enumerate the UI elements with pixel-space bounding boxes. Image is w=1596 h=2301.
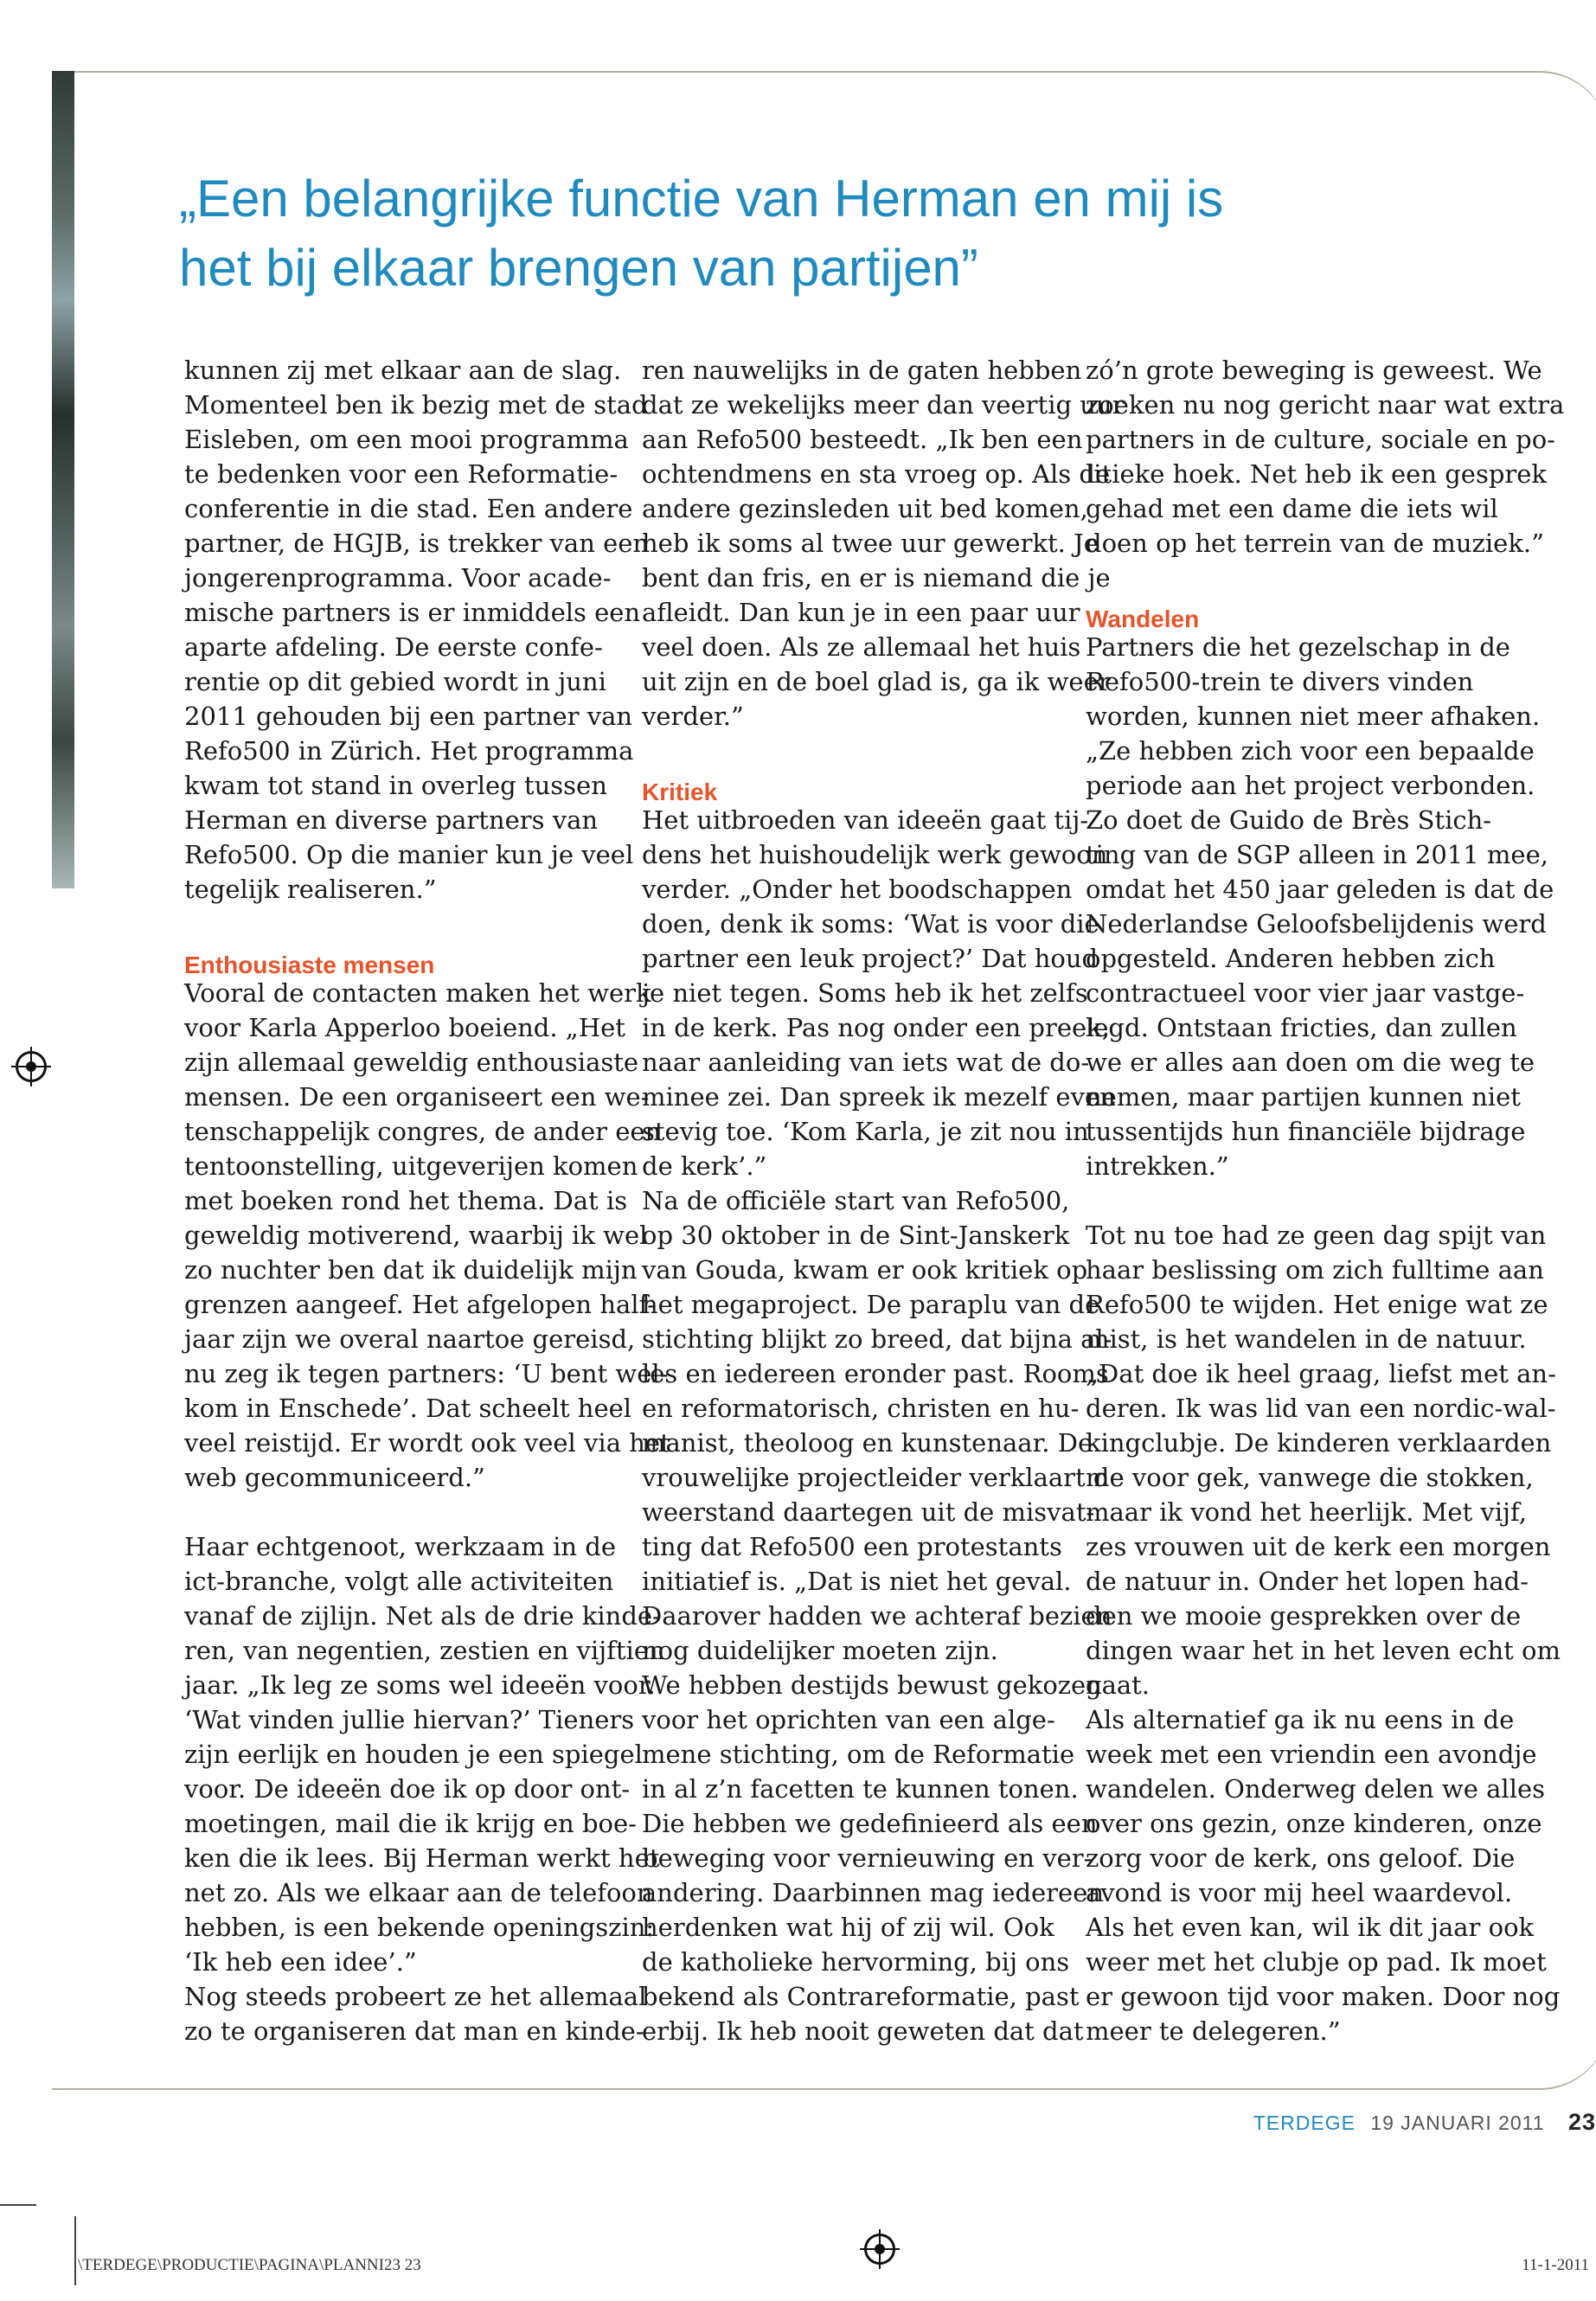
body-text-line: Refo500 te wijden. Het enige wat ze <box>1086 1290 1548 1319</box>
body-text-line: te bedenken voor een Reformatie- <box>184 459 619 489</box>
body-text-line: Als het even kan, wil ik dit jaar ook <box>1086 1913 1535 1942</box>
body-text-line: jongerenprogramma. Voor acade- <box>184 563 612 593</box>
body-text-line: veel doen. Als ze allemaal het huis <box>642 632 1081 662</box>
body-text-line: jaar. „Ik leg ze soms wel ideeën voor. <box>184 1670 656 1700</box>
magazine-name: TERDEGE <box>1253 2112 1356 2134</box>
body-text-line: het megaproject. De paraplu van de <box>642 1290 1100 1319</box>
subheading: Wandelen <box>1086 606 1200 632</box>
paragraph-gap <box>642 734 1125 768</box>
body-text-line: Haar echtgenoot, werkzaam in de <box>184 1532 616 1561</box>
registration-mark-icon <box>864 2234 895 2265</box>
subheading: Kritiek <box>642 779 718 805</box>
body-text-line: stevig toe. ‘Kom Karla, je zit nou in <box>642 1117 1089 1146</box>
body-text-line: Daarover hadden we achteraf bezien <box>642 1601 1112 1631</box>
body-text-line: ting van de SGP alleen in 2011 mee, <box>1086 840 1548 869</box>
text-column-3 <box>1086 353 1564 2048</box>
body-text-line: week met een vriendin een avondje <box>1086 1740 1537 1769</box>
body-text-line: avond is voor mij heel waardevol. <box>1086 1878 1513 1907</box>
body-text-line: nog duidelijker moeten zijn. <box>642 1636 998 1665</box>
body-text-line: conferentie in die stad. Een andere <box>184 494 633 523</box>
body-text-line: mische partners is er inmiddels een <box>184 598 641 627</box>
body-text-line: ‘Ik heb een idee’.” <box>184 1947 417 1977</box>
body-text-line: bent dan fris, en er is niemand die je <box>642 563 1111 593</box>
body-text-line: geweldig motiverend, waarbij ik wel <box>184 1221 648 1250</box>
body-text-line: hebben, is een bekende openingszin: <box>184 1913 655 1942</box>
body-text-line: mist, is het wandelen in de natuur. <box>1086 1324 1527 1354</box>
body-text-line: afleidt. Dan kun je in een paar uur <box>642 598 1080 627</box>
paragraph-gap <box>1086 1183 1564 1218</box>
body-text-line: in al z’n facetten te kunnen tonen. <box>642 1774 1079 1804</box>
body-text-line: Momenteel ben ik bezig met de stad <box>184 390 648 420</box>
body-text-line: partners in de culture, sociale en po- <box>1086 425 1555 454</box>
body-text-line: Vooral de contacten maken het werk <box>184 978 651 1008</box>
body-text-line: les en iedereen eronder past. Rooms <box>642 1359 1109 1388</box>
body-text-line: moetingen, mail die ik krijg en boe- <box>184 1809 637 1838</box>
body-text-line: gehad met een dame die iets wil <box>1086 494 1498 523</box>
body-text-line: ict-branche, volgt alle activiteiten <box>184 1567 614 1596</box>
body-text-line: contractueel voor vier jaar vastge- <box>1086 978 1525 1008</box>
body-text-line: minee zei. Dan spreek ik mezelf even <box>642 1082 1116 1112</box>
body-text-line: zijn eerlijk en houden je een spiegel <box>184 1740 643 1769</box>
body-text-line: nu zeg ik tegen partners: ‘U bent wel- <box>184 1359 669 1388</box>
body-text-line: ‘Wat vinden jullie hiervan?’ Tieners <box>184 1705 635 1734</box>
body-text-line: ochtendmens en sta vroeg op. Als de <box>642 459 1111 489</box>
body-text-line: Nog steeds probeert ze het allemaal <box>184 1982 647 2011</box>
registration-mark-icon <box>16 1051 47 1082</box>
body-text-line: van Gouda, kwam er ook kritiek op <box>642 1255 1088 1285</box>
body-text-line: tegelijk realiseren.” <box>184 875 437 904</box>
body-text-line: uit zijn en de boel glad is, ga ik weer <box>642 667 1111 696</box>
body-text-line: stichting blijkt zo breed, dat bijna al- <box>642 1324 1112 1354</box>
body-text-line: „Ze hebben zich voor een bepaalde <box>1086 736 1535 766</box>
body-text-line: ren, van negentien, zestien en vijftien <box>184 1636 665 1665</box>
body-text-line: voor het oprichten van een alge- <box>642 1705 1055 1734</box>
body-text-line: voor. De ideeën doe ik op door ont- <box>184 1774 631 1804</box>
body-text-line: gaat. <box>1086 1670 1151 1700</box>
body-text-line: weerstand daartegen uit de misvat- <box>642 1497 1095 1527</box>
paragraph-gap <box>184 907 670 941</box>
body-text-line: me voor gek, vanwege die stokken, <box>1086 1463 1534 1492</box>
body-text-line: mene stichting, om de Reformatie <box>642 1740 1075 1769</box>
body-text-line: Refo500. Op die manier kun je veel <box>184 840 634 869</box>
body-text-line: vrouwelijke projectleider verklaart de <box>642 1463 1125 1492</box>
body-text-line: we er alles aan doen om die weg te <box>1086 1048 1535 1077</box>
body-text-line: Na de officiële start van Refo500, <box>642 1186 1070 1215</box>
pull-quote-line: het bij elkaar brengen van partijen” <box>179 239 978 297</box>
body-text-line: dingen waar het in het leven echt om <box>1086 1636 1561 1665</box>
paragraph-gap <box>1086 561 1564 595</box>
body-text-line: maar ik vond het heerlijk. Met vijf, <box>1086 1497 1527 1527</box>
body-text-line: rentie op dit gebied wordt in juni <box>184 667 606 696</box>
body-text-line: ren nauwelijks in de gaten hebben <box>642 356 1082 385</box>
body-text-line: erbij. Ik heb nooit geweten dat dat <box>642 2016 1084 2046</box>
body-text-line: den we mooie gesprekken over de <box>1086 1601 1522 1631</box>
body-text-line: deren. Ik was lid van een nordic-wal- <box>1086 1394 1556 1423</box>
print-slug-path: \TERDEGE\PRODUCTIE\PAGINA\PLANNI23 23 <box>78 2256 421 2274</box>
body-text-line: in de kerk. Pas nog onder een preek, <box>642 1013 1110 1042</box>
page-number: 23 <box>1567 2109 1596 2135</box>
body-text-line: litieke hoek. Net heb ik een gesprek <box>1086 459 1547 489</box>
body-text-line: en reformatorisch, christen en hu- <box>642 1394 1080 1423</box>
body-text-line: herdenken wat hij of zij wil. Ook <box>642 1913 1054 1942</box>
body-text-line: worden, kunnen niet meer afhaken. <box>1086 702 1541 731</box>
body-text-line: partner, de HGJB, is trekker van een <box>184 529 650 558</box>
body-text-line: voor Karla Apperloo boeiend. „Het <box>184 1013 625 1042</box>
body-text-line: intrekken.” <box>1086 1151 1229 1181</box>
body-text-line: weer met het clubje op pad. Ik moet <box>1086 1947 1547 1977</box>
body-text-line: initiatief is. „Dat is niet het geval. <box>642 1567 1072 1596</box>
body-text-line: de natuur in. Onder het lopen had- <box>1086 1567 1529 1596</box>
body-text-line: kom in Enschede’. Dat scheelt heel <box>184 1394 632 1423</box>
body-text-line: tentoonstelling, uitgeverijen komen <box>184 1151 638 1181</box>
print-slug-date: 11-1-2011 <box>1522 2256 1589 2274</box>
body-text-line: nemen, maar partijen kunnen niet <box>1086 1082 1521 1112</box>
body-text-line: web gecommuniceerd.” <box>184 1463 485 1492</box>
body-text-line: Die hebben we gedefinieerd als een <box>642 1809 1098 1838</box>
body-text-line: doen, denk ik soms: ‘Wat is voor die <box>642 909 1099 939</box>
body-text-line: op 30 oktober in de Sint-Janskerk <box>642 1221 1070 1250</box>
body-text-line: dat ze wekelijks meer dan veertig uur <box>642 390 1125 420</box>
body-text-line: over ons gezin, onze kinderen, onze <box>1086 1809 1542 1838</box>
body-text-line: ting dat Refo500 een protestants <box>642 1532 1062 1561</box>
body-text-line: kunnen zij met elkaar aan de slag. <box>184 356 622 385</box>
subheading: Enthousiaste mensen <box>184 952 435 978</box>
body-text-line: kingclubje. De kinderen verklaarden <box>1086 1428 1552 1458</box>
body-text-line: aan Refo500 besteedt. „Ik ben een <box>642 425 1083 454</box>
body-text-line: heb ik soms al twee uur gewerkt. Je <box>642 529 1099 558</box>
body-text-line: naar aanleiding van iets wat de do- <box>642 1048 1090 1077</box>
body-text-line: zoeken nu nog gericht naar wat extra <box>1086 390 1565 420</box>
crop-mark <box>74 2216 76 2285</box>
crop-mark <box>0 2204 36 2206</box>
body-text-line: bekend als Contrareformatie, past <box>642 1982 1080 2011</box>
body-text-line: Refo500-trein te divers vinden <box>1086 667 1474 696</box>
body-text-line: manist, theoloog en kunstenaar. De <box>642 1428 1093 1458</box>
body-text-line: de katholieke hervorming, bij ons <box>642 1947 1070 1977</box>
issue-date: 19 JANUARI 2011 <box>1370 2112 1545 2134</box>
body-text-line: aparte afdeling. De eerste confe- <box>184 632 603 662</box>
body-text-line: zijn allemaal geweldig enthousiaste <box>184 1048 639 1077</box>
pull-quote-line: „Een belangrijke functie van Herman en mij is <box>179 170 1224 228</box>
body-text-line: zó’n grote beweging is geweest. We <box>1086 356 1542 385</box>
body-text-line: Tot nu toe had ze geen dag spijt van <box>1086 1221 1547 1250</box>
body-text-line: andere gezinsleden uit bed komen, <box>642 494 1088 523</box>
body-text-line: tussentijds hun financiële bijdrage <box>1086 1117 1526 1146</box>
body-text-line: dens het huishoudelijk werk gewoon <box>642 840 1108 869</box>
body-text-line: zo nuchter ben dat ik duidelijk mijn <box>184 1255 638 1285</box>
body-text-line: Refo500 in Zürich. Het programma <box>184 736 634 766</box>
body-text-line: Eisleben, om een mooi programma <box>184 425 629 454</box>
body-text-line: wandelen. Onderweg delen we alles <box>1086 1774 1546 1804</box>
body-text-line: periode aan het project verbonden. <box>1086 771 1535 800</box>
body-text-line: andering. Daarbinnen mag iedereen <box>642 1878 1105 1907</box>
body-text-line: zorg voor de kerk, ons geloof. Die <box>1086 1843 1516 1873</box>
page-footer <box>1253 2109 1596 2136</box>
body-text-line: Partners die het gezelschap in de <box>1086 632 1510 662</box>
text-column-2 <box>642 353 1125 2048</box>
body-text-line: net zo. Als we elkaar aan de telefoon <box>184 1878 653 1907</box>
body-text-line: „Dat doe ik heel graag, liefst met an- <box>1086 1359 1556 1388</box>
body-text-line: met boeken rond het thema. Dat is <box>184 1186 628 1215</box>
body-text-line: zes vrouwen uit de kerk een morgen <box>1086 1532 1551 1561</box>
body-text-line: ken die ik lees. Bij Herman werkt het <box>184 1843 660 1873</box>
body-text-line: partner een leuk project?’ Dat houd <box>642 944 1099 973</box>
photo-edge-strip <box>52 71 74 888</box>
body-text-line: doen op het terrein van de muziek.” <box>1086 529 1544 558</box>
body-text-line: opgesteld. Anderen hebben zich <box>1086 944 1496 973</box>
body-text-line: meer te delegeren.” <box>1086 2016 1341 2046</box>
body-text-line: verder.” <box>642 702 744 731</box>
body-text-line: mensen. De een organiseert een we- <box>184 1082 650 1112</box>
body-text-line: legd. Ontstaan fricties, dan zullen <box>1086 1013 1517 1042</box>
body-text-line: Als alternatief ga ik nu eens in de <box>1086 1705 1515 1734</box>
pull-quote <box>179 164 1477 303</box>
body-text-line: 2011 gehouden bij een partner van <box>184 702 633 731</box>
body-text-line: Herman en diverse partners van <box>184 805 599 835</box>
body-text-line: vanaf de zijlijn. Net als de drie kinde- <box>184 1601 661 1631</box>
body-text-line: verder. „Onder het boodschappen <box>642 875 1073 904</box>
paragraph-gap <box>184 1495 670 1529</box>
body-text-line: grenzen aangeef. Het afgelopen half- <box>184 1290 657 1319</box>
body-text-line: Zo doet de Guido de Brès Stich- <box>1086 805 1492 835</box>
body-text-line: We hebben destijds bewust gekozen <box>642 1670 1102 1700</box>
body-text-line: jaar zijn we overal naartoe gereisd, <box>184 1324 636 1354</box>
text-column-1 <box>184 353 670 2048</box>
body-text-line: tenschappelijk congres, de ander een <box>184 1117 662 1146</box>
body-text-line: beweging voor vernieuwing en ver- <box>642 1843 1093 1873</box>
body-text-line: Het uitbroeden van ideeën gaat tij- <box>642 805 1089 835</box>
body-text-line: haar beslissing om zich fulltime aan <box>1086 1255 1544 1285</box>
body-text-line: kwam tot stand in overleg tussen <box>184 771 607 800</box>
body-text-line: zo te organiseren dat man en kinde- <box>184 2016 644 2046</box>
body-text-line: je niet tegen. Soms heb ik het zelfs <box>642 978 1088 1008</box>
body-text-line: veel reistijd. Er wordt ook veel via het <box>184 1428 670 1458</box>
body-text-line: Nederlandse Geloofsbelijdenis werd <box>1086 909 1547 939</box>
body-text-line: de kerk’.” <box>642 1151 767 1181</box>
body-text-line: er gewoon tijd voor maken. Door nog <box>1086 1982 1561 2011</box>
body-text-line: omdat het 450 jaar geleden is dat de <box>1086 875 1554 904</box>
